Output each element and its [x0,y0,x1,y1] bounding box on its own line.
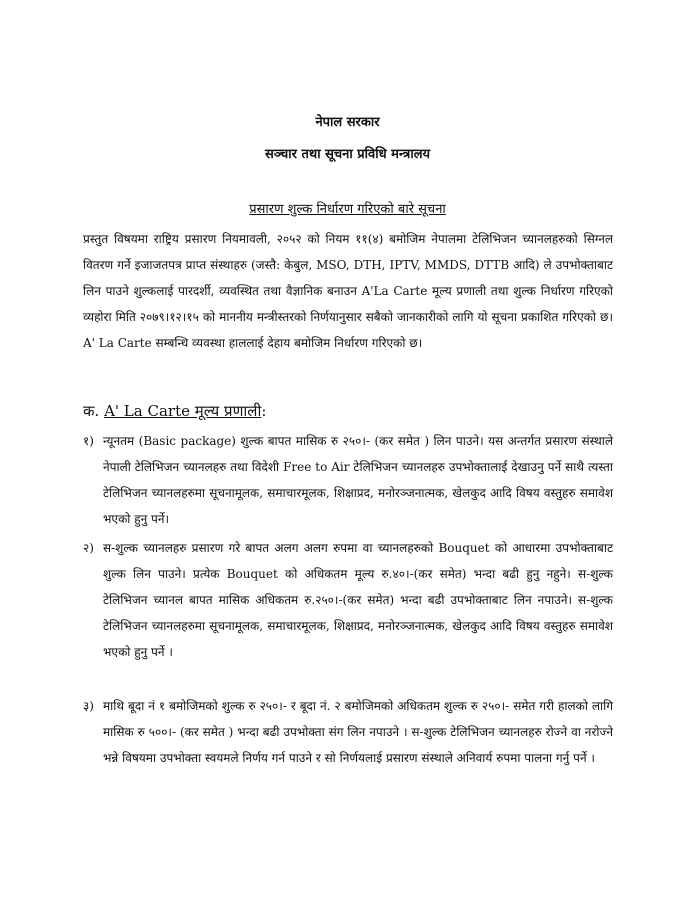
list-item-text: स-शुल्क च्यानलहरु प्रसारण गरे बापत अलग अलग रुपमा वा च्यानलहरुको Bouquet को आधारमा उपभोक्ताबाट शुल्क लिन पाउने। प्रत्येक Bouquet को अधिकतम मूल्य रु.४०।-(कर समेत) भन्दा बढी हुनु नहुने। स-शुल्क टेलिभिजन च्यानल बापत मासिक अधिकतम रु.२५०।-(कर समेत) भन्दा बढी उपभोक्ताबाट लिन नपाउने। स-शुल्क टेलिभिजन च्यानलहरुमा सूचनामूलक, समाचारमूलक, शिक्षाप्रद, मनोरञ्जनात्मक, खेलकुद आदि विषय वस्तुहरु समावेश भएको हुनु पर्ने । [103,541,613,659]
list-item-number: ३) [83,699,94,713]
list-item [83,428,613,532]
list-item-text: माथि बूदा नं १ बमोजिमको शुल्क रु २५०।- र बूदा नं. २ बमोजिमको अधिकतम शुल्क रु २५०।- समेत गरी हालको लागि मासिक रु ५००।- (कर समेत ) भन्दा बढी उपभोक्ता संग लिन नपाउने । स-शुल्क टेलिभिजन च्यानलहरु रोज्ने वा नरोज्ने भन्ने विषयमा उपभोक्ता स्वयमले निर्णय गर्न पाउने र सो निर्णयलाई प्रसारण संस्थाले अनिवार्य रुपमा पालना गर्नु पर्ने । [103,699,613,765]
list-item [83,535,613,665]
section-title: A' La Carte मूल्य प्रणाली [104,402,262,420]
ministry-heading: सञ्चार तथा सूचना प्रविधि मन्त्रालय [264,147,431,162]
list-item-number: १) [83,434,94,448]
section-suffix: : [261,402,267,420]
list-item-text: न्यूनतम (Basic package) शुल्क बापत मासिक रु २५०।- (कर समेत ) लिन पाउने। यस अन्तर्गत प्रसारण संस्थाले नेपाली टेलिभिजन च्यानलहरु तथा विदेशी Free to Air टेलिभिजन च्यानलहरु उपभोक्तालाई देखाउनु पर्ने साथै त्यस्ता टेलिभिजन च्यानलहरुमा सूचनामूलक, समाचारमूलक, शिक्षाप्रद, मनोरञ्जनात्मक, खेलकुद आदि विषय वस्तुहरु समावेश भएको हुनु पर्ने। [103,434,613,526]
notice-title: प्रसारण शुल्क निर्धारण गरिएको बारे सूचना [249,202,446,217]
list-item [83,693,613,771]
section-marker: क. [83,402,100,420]
section-heading [83,401,266,421]
intro-paragraph: प्रस्तुत विषयमा राष्ट्रिय प्रसारण नियमावली, २०५२ को नियम ११(४) बमोजिम नेपालमा टेलिभिजन च्यानलहरुको सिग्नल वितरण गर्ने इजाजतपत्र प्राप्त संस्थाहरु (जस्तै: केबुल, MSO, DTH, IPTV, MMDS, DTTB आदि) ले उपभोक्ताबाट लिन पाउने शुल्कलाई पारदर्शी, व्यवस्थित तथा वैज्ञानिक बनाउन A'La Carte मूल्य प्रणाली तथा शुल्क निर्धारण गरिएको व्यहोरा मिति २०७९।१२।१५ को माननीय मन्त्रीस्तरको निर्णयानुसार सबैको जानकारीको लागि यो सूचना प्रकाशित गरिएको छ। A' La Carte सम्बन्धि व्यवस्था हाललाई देहाय बमोजिम निर्धारण गरिएको छ। [83,232,613,350]
government-heading: नेपाल सरकार [315,115,380,130]
list-item-number: २) [83,541,94,555]
